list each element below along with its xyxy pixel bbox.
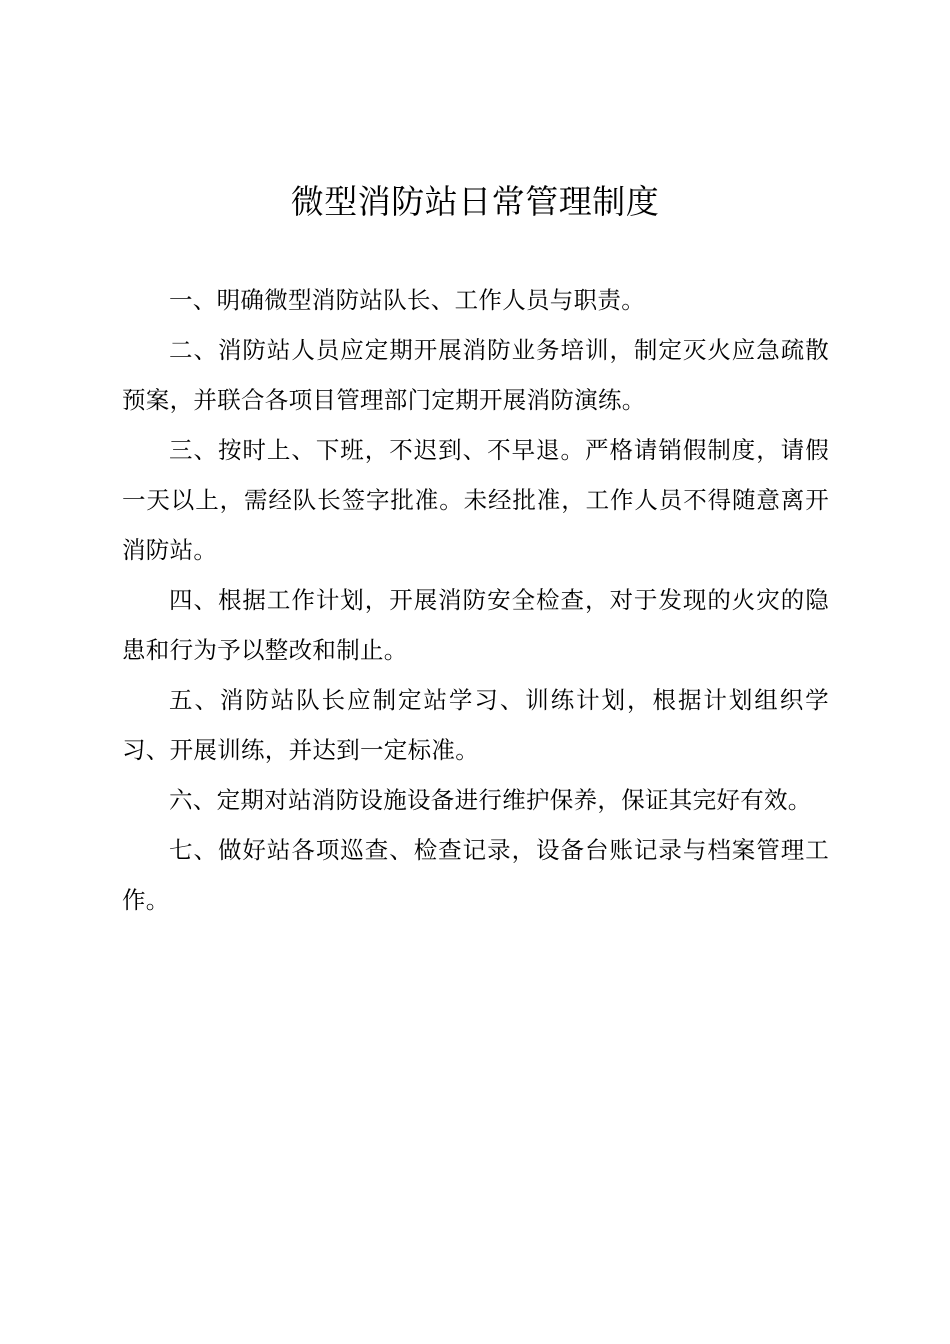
regulation-item-2: 二、消防站人员应定期开展消防业务培训，制定灭火应急疏散预案，并联合各项目管理部门定期开展消防演练。	[122, 336, 829, 414]
regulation-item-1: 一、明确微型消防站队长、工作人员与职责。	[169, 286, 645, 314]
regulation-item-6: 六、定期对站消防设施设备进行维护保养，保证其完好有效。	[169, 786, 812, 814]
regulation-item-7: 七、做好站各项巡查、检查记录，设备台账记录与档案管理工作。	[122, 836, 829, 914]
regulation-item-3: 三、按时上、下班，不迟到、不早退。严格请销假制度，请假一天以上，需经队长签字批准。未经批准，工作人员不得随意离开消防站。	[122, 436, 829, 564]
regulation-item-5: 五、消防站队长应制定站学习、训练计划，根据计划组织学习、开展训练，并达到一定标准。	[122, 686, 829, 764]
document-title: 微型消防站日常管理制度	[290, 182, 660, 221]
document-body	[122, 275, 829, 925]
regulation-item-4: 四、根据工作计划，开展消防安全检查，对于发现的火灾的隐患和行为予以整改和制止。	[122, 586, 829, 664]
